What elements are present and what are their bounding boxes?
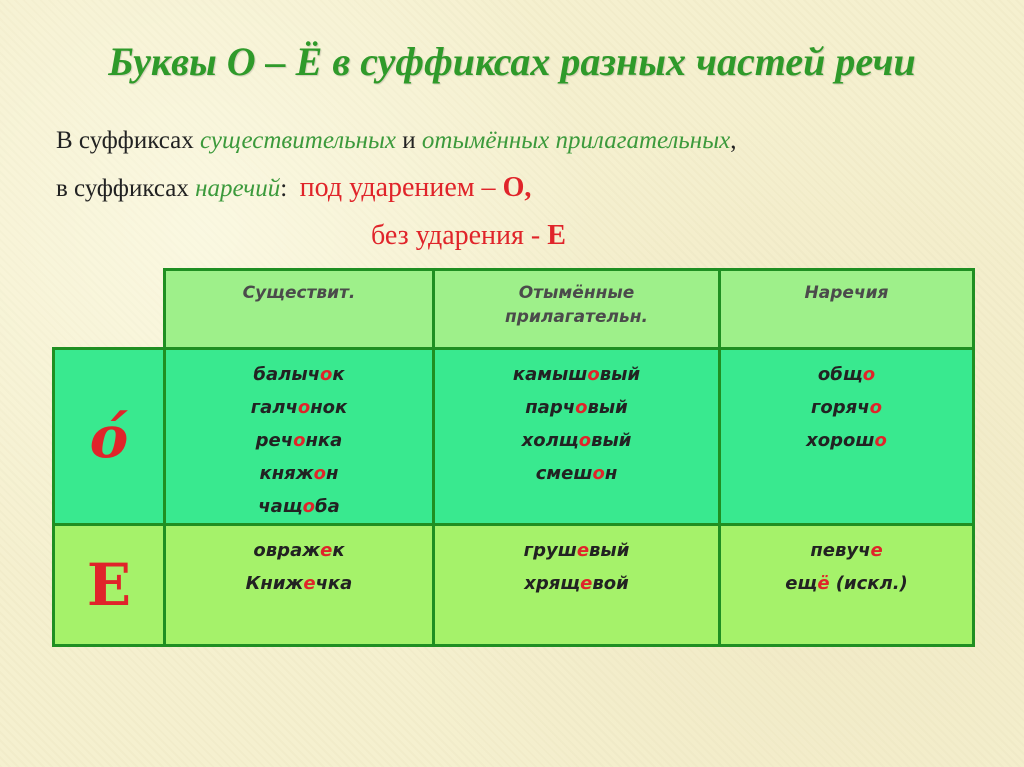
word-part: нок [310,397,348,418]
cell-e-adjectives [434,525,720,646]
word-part: вый [591,430,632,451]
word-part: вой [592,573,629,594]
word-part: певуч [810,540,871,561]
rule-stressed [300,172,532,203]
word-part: к [332,364,345,385]
corner-cell [54,270,165,349]
example-word [166,391,432,424]
word-part: горяч [811,397,870,418]
example-word [166,567,432,600]
rule-unstressed-text: без ударения - [371,220,548,251]
example-word [721,358,972,391]
rules-table [52,268,975,647]
word-part: общ [817,364,863,385]
intro-text: и [396,127,422,154]
suffix-vowel: о [869,397,882,418]
word-part: реч [255,430,294,451]
suffix-vowel: ё [817,573,830,594]
suffix-vowel: е [320,540,333,561]
example-word [721,567,972,600]
header-row [54,270,974,349]
page-title: Буквы О – Ё в суффиксах разных частей речи [108,39,916,84]
word-part: ба [315,496,340,517]
suffix-vowel: е [303,573,316,594]
word-part: парч [525,397,576,418]
rule-stressed-text: под ударением – [299,172,503,203]
header-adverbs [720,270,974,349]
example-word [435,358,718,391]
intro-line-2 [56,172,531,204]
word-part: (искл.) [829,573,908,594]
row-label-e [54,525,165,646]
word-part: камыш [512,364,588,385]
word-part: к [332,540,345,561]
word-part: овраж [253,540,321,561]
word-part: вый [587,397,628,418]
word-part: груш [523,540,577,561]
cell-o-adjectives [434,349,720,525]
word-part: вый [599,364,641,385]
rule-stressed-letter: О, [502,172,532,203]
suffix-vowel: о [302,496,316,517]
example-word [435,457,718,490]
example-word [166,424,432,457]
word-part: вый [589,540,630,561]
suffix-vowel: о [575,397,588,418]
word-part: чка [315,573,353,594]
word-part: холщ [521,430,579,451]
row-unstressed-e [54,525,974,646]
rule-unstressed [371,220,566,252]
intro-text: в суффиксах [56,175,196,202]
word-part: нка [305,430,343,451]
header-nouns [165,270,434,349]
intro-term-adverbs: наречий [195,175,281,202]
word-part: балыч [253,364,320,385]
suffix-vowel: е [870,540,883,561]
suffix-vowel: о [592,463,605,484]
intro-term-nouns: существительных [199,127,397,154]
suffix-vowel: о [578,430,592,451]
suffix-vowel: о [319,364,333,385]
example-word [435,391,718,424]
example-word [721,424,972,457]
header-label: Существит. [242,283,356,303]
word-part: галч [250,397,298,418]
header-label: Отымённые прилагательн. [505,283,648,327]
example-word [721,534,972,567]
word-part: н [604,463,618,484]
suffix-vowel: о [313,463,327,484]
word-part: Книж [245,573,304,594]
suffix-vowel: о [587,364,600,385]
rule-unstressed-letter: Е [547,220,566,251]
suffix-vowel: о [874,430,887,451]
suffix-vowel: о [297,397,311,418]
header-label: Наречия [804,283,889,303]
cell-o-adverbs [720,349,974,525]
example-word [166,358,432,391]
suffix-vowel: о [293,430,306,451]
example-word [435,567,718,600]
word-part: чащ [258,496,303,517]
word-part: ещ [785,573,818,594]
example-word [166,457,432,490]
example-word [435,534,718,567]
word-part: смеш [535,463,593,484]
example-word [721,391,972,424]
row-stressed-o [54,349,974,525]
word-part: княж [259,463,314,484]
suffix-vowel: е [576,540,590,561]
letter-o-stressed: о́ [89,402,129,471]
example-word [166,534,432,567]
word-part: хрящ [524,573,581,594]
cell-e-nouns [165,525,434,646]
letter-e: Е [86,551,132,619]
example-word [435,424,718,457]
intro-text: В суффиксах [56,127,200,154]
header-adjectives [434,270,720,349]
intro-text: , [730,127,737,154]
word-part: хорош [806,430,875,451]
intro-text: : [280,175,288,202]
suffix-vowel: о [862,364,876,385]
intro-line-1 [56,127,736,155]
example-word [166,490,432,523]
word-part: н [326,463,339,484]
cell-e-adverbs [720,525,974,646]
row-label-o [54,349,165,525]
intro-term-adjectives: отымённых прилагательных [421,127,731,154]
suffix-vowel: е [580,573,593,594]
cell-o-nouns [165,349,434,525]
